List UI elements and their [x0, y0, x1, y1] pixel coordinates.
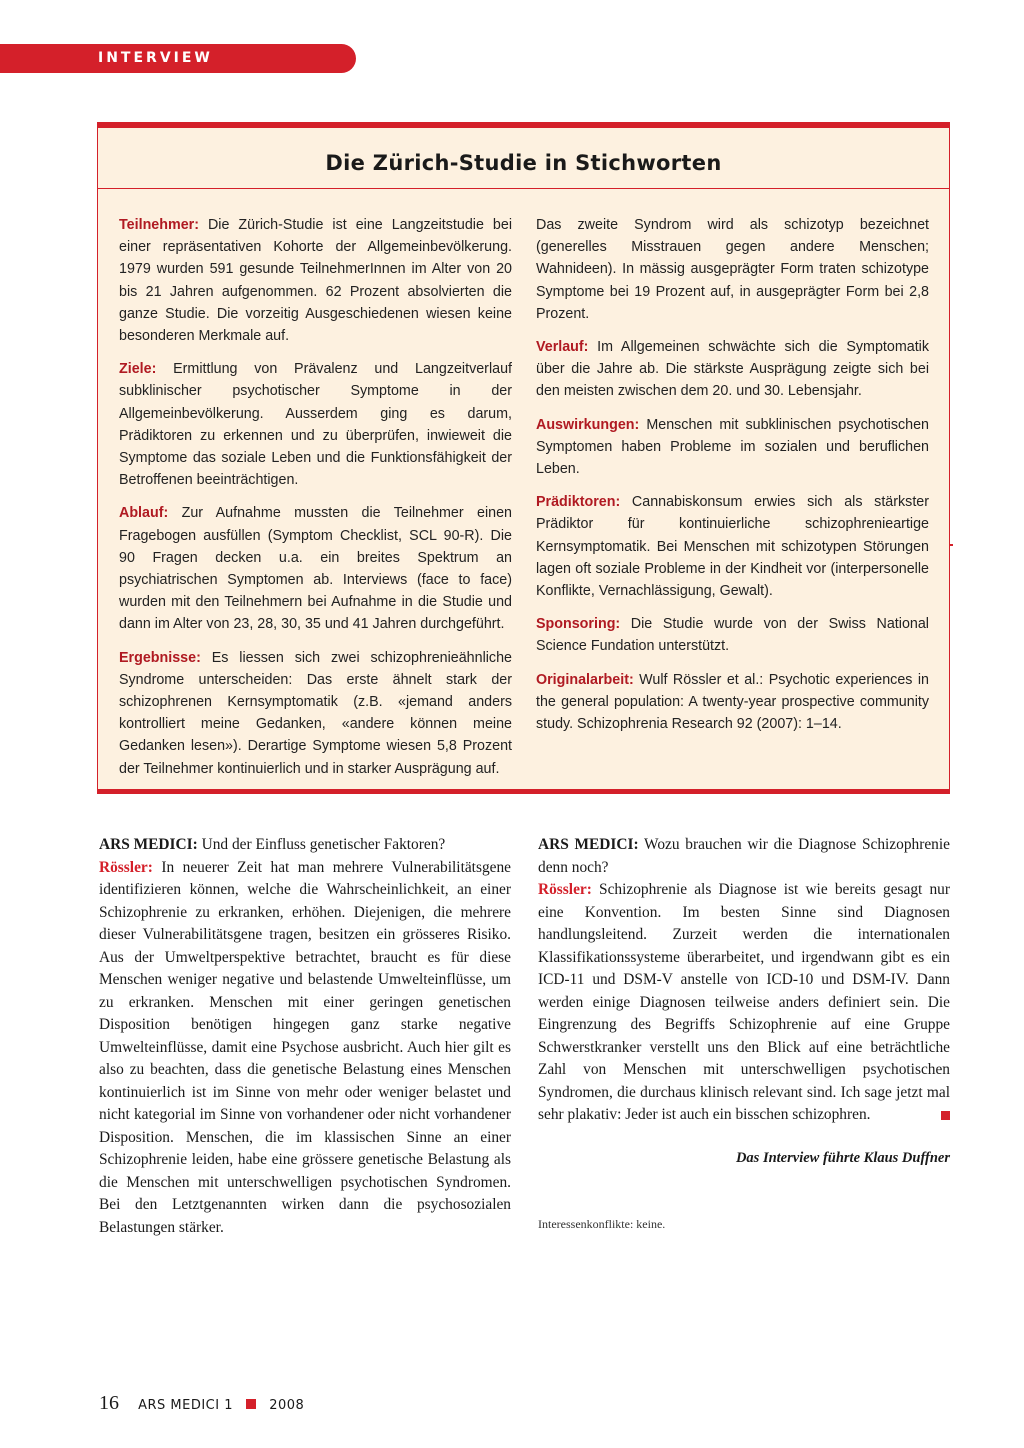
- end-of-article-square-icon: [941, 1111, 950, 1120]
- answer-text: In neuerer Zeit hat man mehrere Vulnerabilitätsgene identifizieren können, welche die Wahrscheinlichkeit, an einer Schizophrenie zu erkranken, erhöhen. Diejenigen, die mehrere dieser Vulnerabilitätsgene tragen, besitzen ein grösseres Risiko. Aus der Umweltperspektive betrachtet, braucht es für diese Menschen weniger negative und belastende Umwelteinflüsse, um zu erkranken. Menschen mit einer geringen genetischen Disposition benötigen hingegen ganz starke negative Umwelteinflüsse, damit eine Psychose ausbricht. Auch hier gilt es also zu beachten, dass die genetische Belastung eines Menschen kontinuierlich ist im Sinne von mehr oder weniger belastet und nicht kategorial im Sinne von vorhandener oder nicht vorhandener Disposition. Menschen, die im klassischen Sinne an einer Schizophrenie leiden, habe eine grössere genetische Belastung als die Menschen mit unterschwelligen psychotischen Syndromen. Bei den Letztgenannten wirken dann die psychosozialen Belastungen stärker.: [99, 858, 511, 1236]
- info-paragraph: [119, 214, 512, 347]
- info-keyword: Ergebnisse:: [119, 649, 201, 666]
- answer-speaker: Rössler:: [99, 858, 153, 876]
- info-text: Das zweite Syndrom wird als schizotyp bezeichnet (generelles Misstrauen gegen andere Menschen; Wahnideen). In mässig ausgeprägter Form traten schizotype Symptome bei 19 Prozent auf, in ausgeprägter Form bei 2,8 Prozent.: [536, 217, 929, 322]
- info-paragraph: [119, 358, 512, 491]
- info-keyword: Originalarbeit:: [536, 671, 634, 688]
- page-footer: [99, 1392, 304, 1415]
- info-text: Die Zürich-Studie ist eine Langzeitstudie bei einer repräsentativen Kohorte der Allgemeinbevölkerung. 1979 wurden 591 gesunde TeilnehmerInnen im Alter von 20 bis 21 Jahren aufgenommen. 62 Prozent absolvierten die ganze Studie. Die vorzeitig Ausgeschiedenen wiesen keine besonderen Merkmale auf.: [119, 217, 512, 345]
- conflict-of-interest-note: Interessenkonflikte: keine.: [538, 1217, 666, 1231]
- box-edge-marker: [949, 544, 953, 546]
- info-keyword: Verlauf:: [536, 339, 589, 356]
- info-paragraph: [119, 647, 512, 780]
- info-paragraph: [536, 214, 929, 325]
- info-keyword: Teilnehmer:: [119, 217, 199, 233]
- interview-byline: Das Interview führte Klaus Duffner: [735, 1150, 950, 1166]
- section-label: INTERVIEW: [98, 50, 213, 66]
- info-paragraph: [536, 613, 929, 657]
- question-text: Wozu brauchen wir die Diagnose Schizophrenie denn noch?: [538, 836, 950, 876]
- info-paragraph: [536, 491, 929, 602]
- page-number: 16: [99, 1392, 119, 1414]
- interview-answer: [99, 857, 511, 1240]
- info-keyword: Sponsoring:: [536, 616, 621, 633]
- info-text: Ermittlung von Prävalenz und Langzeitverlauf subklinischer psychotischer Symptome in der Allgemeinbevölkerung. Ausserdem ging es darum, Prädiktoren zu erkennen und zu überprüfen, inwieweit die Symptome das soziale Leben und die Funktionsfähigkeit der Betroffenen beeinträchtigen.: [119, 361, 512, 489]
- interview-question: [538, 834, 950, 879]
- info-text: Menschen mit subklinischen psychotischen Symptomen haben Probleme im sozialen und beruflichen Leben.: [536, 416, 929, 478]
- info-box-header: [98, 128, 949, 189]
- info-text: Es liessen sich zwei schizophrenieähnliche Syndrome unterscheiden: Das erste ähnelt stark der schizophrenen Kernsymptomatik (z.B. «jemand anders kontrolliert meine Gedanken, «andere können meine Gedanken lesen»). Derartige Symptome wiesen 5,8 Prozent der Teilnehmer kontinuierlich und in starker Ausprägung auf.: [119, 649, 512, 777]
- info-box-title: Die Zürich-Studie in Stichworten: [325, 151, 722, 175]
- question-speaker: ARS MEDICI:: [538, 836, 639, 853]
- info-paragraph: [119, 502, 512, 635]
- info-text: Im Allgemeinen schwächte sich die Symptomatik über die Jahre ab. Die stärkste Ausprägung zeigte sich bei den meisten zwischen dem 20. und 30. Lebensjahr.: [536, 339, 929, 400]
- info-keyword: Ablauf:: [119, 505, 169, 522]
- info-text: Zur Aufnahme mussten die Teilnehmer einen Fragebogen ausfüllen (Symptom Checklist, SCL 90-R). Die 90 Fragen decken u.a. ein breites Spektrum an psychiatrischen Symptomen ab. Interviews (face to face) wurden mit den Teilnehmern bei Aufnahme in die Studie und dann im Alter von 23, 28, 30, 35 und 41 Jahren durchgeführt.: [119, 505, 512, 633]
- interview-answer: [538, 879, 950, 1127]
- interview-right-column: [538, 834, 950, 1127]
- info-paragraph: [536, 414, 929, 481]
- info-keyword: Auswirkungen:: [536, 416, 640, 433]
- interview-left-column: [99, 834, 511, 1239]
- info-box-left-column: [119, 214, 512, 791]
- info-text: Wulf Rössler et al.: Psychotic experiences in the general population: A twenty-year prospective community study. Schizophrenia Research 92 (2007): 1–14.: [536, 671, 929, 733]
- answer-text: Schizophrenie als Diagnose ist wie bereits gesagt nur eine Konvention. Im besten Sinne sind Diagnosen handlungsleitend. Zurzeit werden die internationalen Klassifikationssysteme überarbeitet, und irgendwann gibt es ein ICD-11 und DSM-V anstelle von ICD-10 und DSM-IV. Dann werden einige Diagnosen teilweise anders definiert sein. Die Eingrenzung des Begriffs Schizophrenie auf eine Gruppe Schwerstkranker verstellt uns den Blick auf eine beträchtliche Zahl von Menschen mit unterschwelligen psychotischen Syndromen, die durchaus klinisch relevant sind. Ich sage jetzt mal sehr plakativ: Jeder ist auch ein bisschen schizophren.: [538, 881, 950, 1123]
- answer-speaker: Rössler:: [538, 881, 592, 898]
- interview-question: [99, 834, 511, 857]
- info-text: Die Studie wurde von der Swiss National Science Fundation unterstützt.: [536, 616, 929, 655]
- footer-separator-square-icon: [246, 1399, 256, 1409]
- info-paragraph: [536, 336, 929, 403]
- section-tab: [0, 44, 356, 73]
- info-box: [97, 122, 950, 794]
- info-paragraph: [536, 669, 929, 736]
- issue-year: 2008: [269, 1398, 305, 1413]
- question-speaker: ARS MEDICI:: [99, 836, 198, 853]
- magazine-issue: ARS MEDICI 1: [138, 1398, 233, 1413]
- info-text: Cannabiskonsum erwies sich als stärkster Prädiktor für kontinuierliche schizophrenieartige Kernsymptomatik. Bei Menschen mit schizotypen Störungen lagen oft soziale Probleme in der Kindheit vor (interpersonelle Konflikte, Vernachlässigung, Gewalt).: [536, 494, 929, 600]
- info-keyword: Ziele:: [119, 361, 157, 378]
- info-keyword: Prädiktoren:: [536, 494, 621, 511]
- info-box-right-column: [536, 214, 929, 746]
- question-text: Und der Einfluss genetischer Faktoren?: [197, 836, 446, 853]
